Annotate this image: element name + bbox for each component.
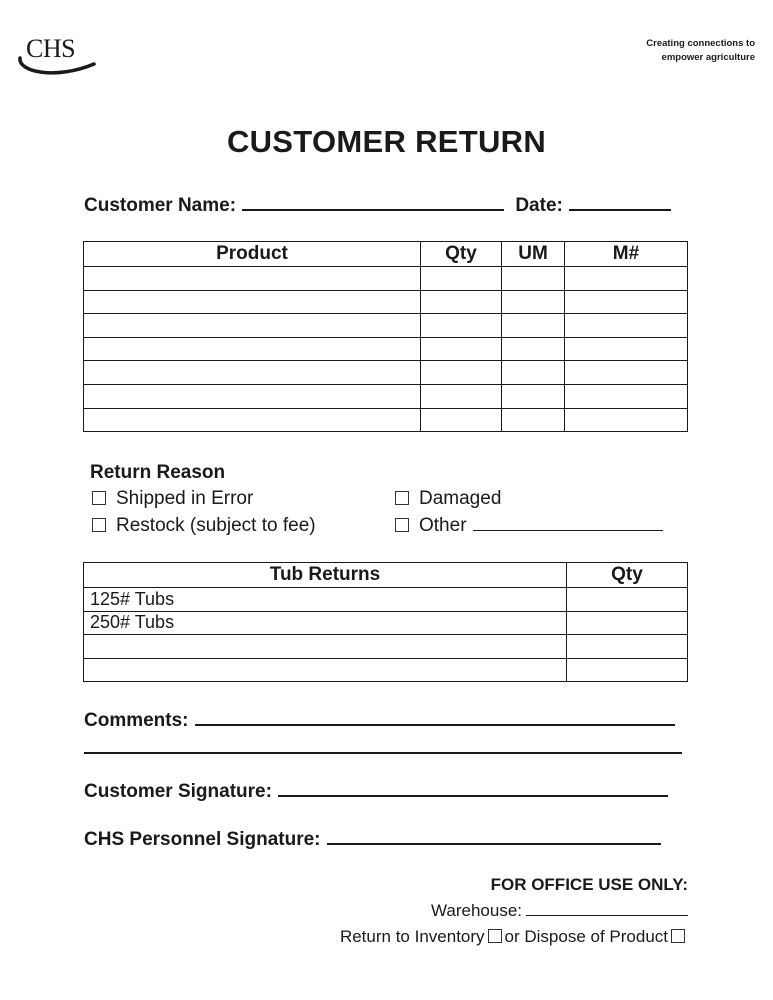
page-title: CUSTOMER RETURN: [226, 124, 547, 159]
qty-cell[interactable]: [421, 314, 502, 338]
table-row: [84, 337, 688, 361]
dispose-label: or Dispose of Product: [504, 927, 668, 946]
tub-type-cell[interactable]: [84, 635, 567, 659]
header-qty: Qty: [421, 242, 502, 267]
table-row: [84, 290, 688, 314]
um-cell[interactable]: [502, 337, 565, 361]
m-number-cell[interactable]: [565, 408, 688, 432]
product-cell[interactable]: [84, 314, 421, 338]
m-number-cell[interactable]: [565, 361, 688, 385]
product-cell[interactable]: [84, 361, 421, 385]
warehouse-row: [431, 901, 688, 921]
table-row: [84, 588, 688, 612]
option-label: Other: [419, 515, 467, 536]
office-use-heading: FOR OFFICE USE ONLY:: [490, 875, 688, 894]
m-number-cell[interactable]: [565, 267, 688, 291]
checkbox-icon[interactable]: [395, 491, 409, 505]
personnel-signature-label: CHS Personnel Signature:: [84, 829, 321, 850]
table-row: [84, 314, 688, 338]
m-number-cell[interactable]: [565, 290, 688, 314]
checkbox-icon[interactable]: [92, 518, 106, 532]
header-product: Product: [84, 242, 421, 267]
um-cell[interactable]: [502, 408, 565, 432]
return-to-inventory-label: Return to Inventory: [339, 927, 485, 946]
qty-cell[interactable]: [421, 408, 502, 432]
m-number-cell[interactable]: [565, 337, 688, 361]
tub-qty-cell[interactable]: [567, 611, 688, 635]
customer-signature-label: Customer Signature:: [84, 781, 272, 802]
table-row: [84, 384, 688, 408]
product-cell[interactable]: [84, 384, 421, 408]
option-label: Damaged: [419, 488, 502, 509]
um-cell[interactable]: [502, 361, 565, 385]
tagline: [646, 37, 755, 65]
um-cell[interactable]: [502, 290, 565, 314]
tub-type-cell[interactable]: [84, 658, 567, 682]
personnel-signature-field[interactable]: [327, 829, 661, 845]
disposition-row: [340, 927, 688, 947]
table-row: [84, 635, 688, 659]
return-reason-title: Return Reason: [90, 462, 226, 483]
qty-cell[interactable]: [421, 337, 502, 361]
um-cell[interactable]: [502, 267, 565, 291]
qty-cell[interactable]: [421, 384, 502, 408]
option-label: Restock (subject to fee): [116, 515, 316, 536]
m-number-cell[interactable]: [565, 314, 688, 338]
table-row: [84, 408, 688, 432]
option-damaged[interactable]: [395, 488, 501, 510]
product-table-header: [84, 242, 688, 267]
option-label: Shipped in Error: [116, 488, 254, 509]
table-row: [84, 611, 688, 635]
customer-name-field[interactable]: [242, 195, 504, 211]
warehouse-field[interactable]: [526, 901, 688, 916]
tub-returns-table: [83, 562, 688, 682]
option-shipped-in-error[interactable]: [92, 488, 253, 510]
logo-text: CHS: [26, 34, 76, 63]
date-field[interactable]: [569, 195, 671, 211]
header-m-number: M#: [565, 242, 688, 267]
other-reason-field[interactable]: [473, 516, 663, 531]
comments-field-line-2[interactable]: [84, 752, 682, 754]
comments-row: [84, 710, 675, 732]
um-cell[interactable]: [502, 314, 565, 338]
tub-qty-cell[interactable]: [567, 588, 688, 612]
tagline-line-1: Creating connections to: [646, 38, 755, 49]
tub-table-header: [84, 563, 688, 588]
header-tub-qty: Qty: [567, 563, 688, 588]
product-cell[interactable]: [84, 267, 421, 291]
header-um: UM: [502, 242, 565, 267]
option-other[interactable]: [395, 515, 663, 537]
product-table: [83, 241, 688, 432]
tub-type-cell: 250# Tubs: [84, 611, 567, 635]
customer-name-row: [84, 195, 671, 217]
personnel-signature-row: [84, 829, 661, 851]
tub-type-cell: 125# Tubs: [84, 588, 567, 612]
product-cell[interactable]: [84, 337, 421, 361]
customer-signature-row: [84, 781, 668, 803]
tagline-line-2: empower agriculture: [661, 52, 755, 63]
qty-cell[interactable]: [421, 361, 502, 385]
m-number-cell[interactable]: [565, 384, 688, 408]
qty-cell[interactable]: [421, 267, 502, 291]
date-label: Date:: [515, 195, 563, 216]
dispose-checkbox[interactable]: [671, 929, 685, 943]
product-cell[interactable]: [84, 290, 421, 314]
header-tub-returns: Tub Returns: [84, 563, 567, 588]
checkbox-icon[interactable]: [92, 491, 106, 505]
table-row: [84, 267, 688, 291]
comments-field[interactable]: [195, 710, 675, 726]
tub-qty-cell[interactable]: [567, 658, 688, 682]
table-row: [84, 361, 688, 385]
return-to-inventory-checkbox[interactable]: [488, 929, 502, 943]
customer-signature-field[interactable]: [278, 781, 668, 797]
tub-qty-cell[interactable]: [567, 635, 688, 659]
customer-name-label: Customer Name:: [84, 195, 237, 216]
um-cell[interactable]: [502, 384, 565, 408]
comments-label: Comments:: [84, 710, 189, 731]
checkbox-icon[interactable]: [395, 518, 409, 532]
option-restock[interactable]: [92, 515, 316, 537]
table-row: [84, 658, 688, 682]
product-cell[interactable]: [84, 408, 421, 432]
warehouse-label: Warehouse:: [430, 901, 522, 920]
qty-cell[interactable]: [421, 290, 502, 314]
